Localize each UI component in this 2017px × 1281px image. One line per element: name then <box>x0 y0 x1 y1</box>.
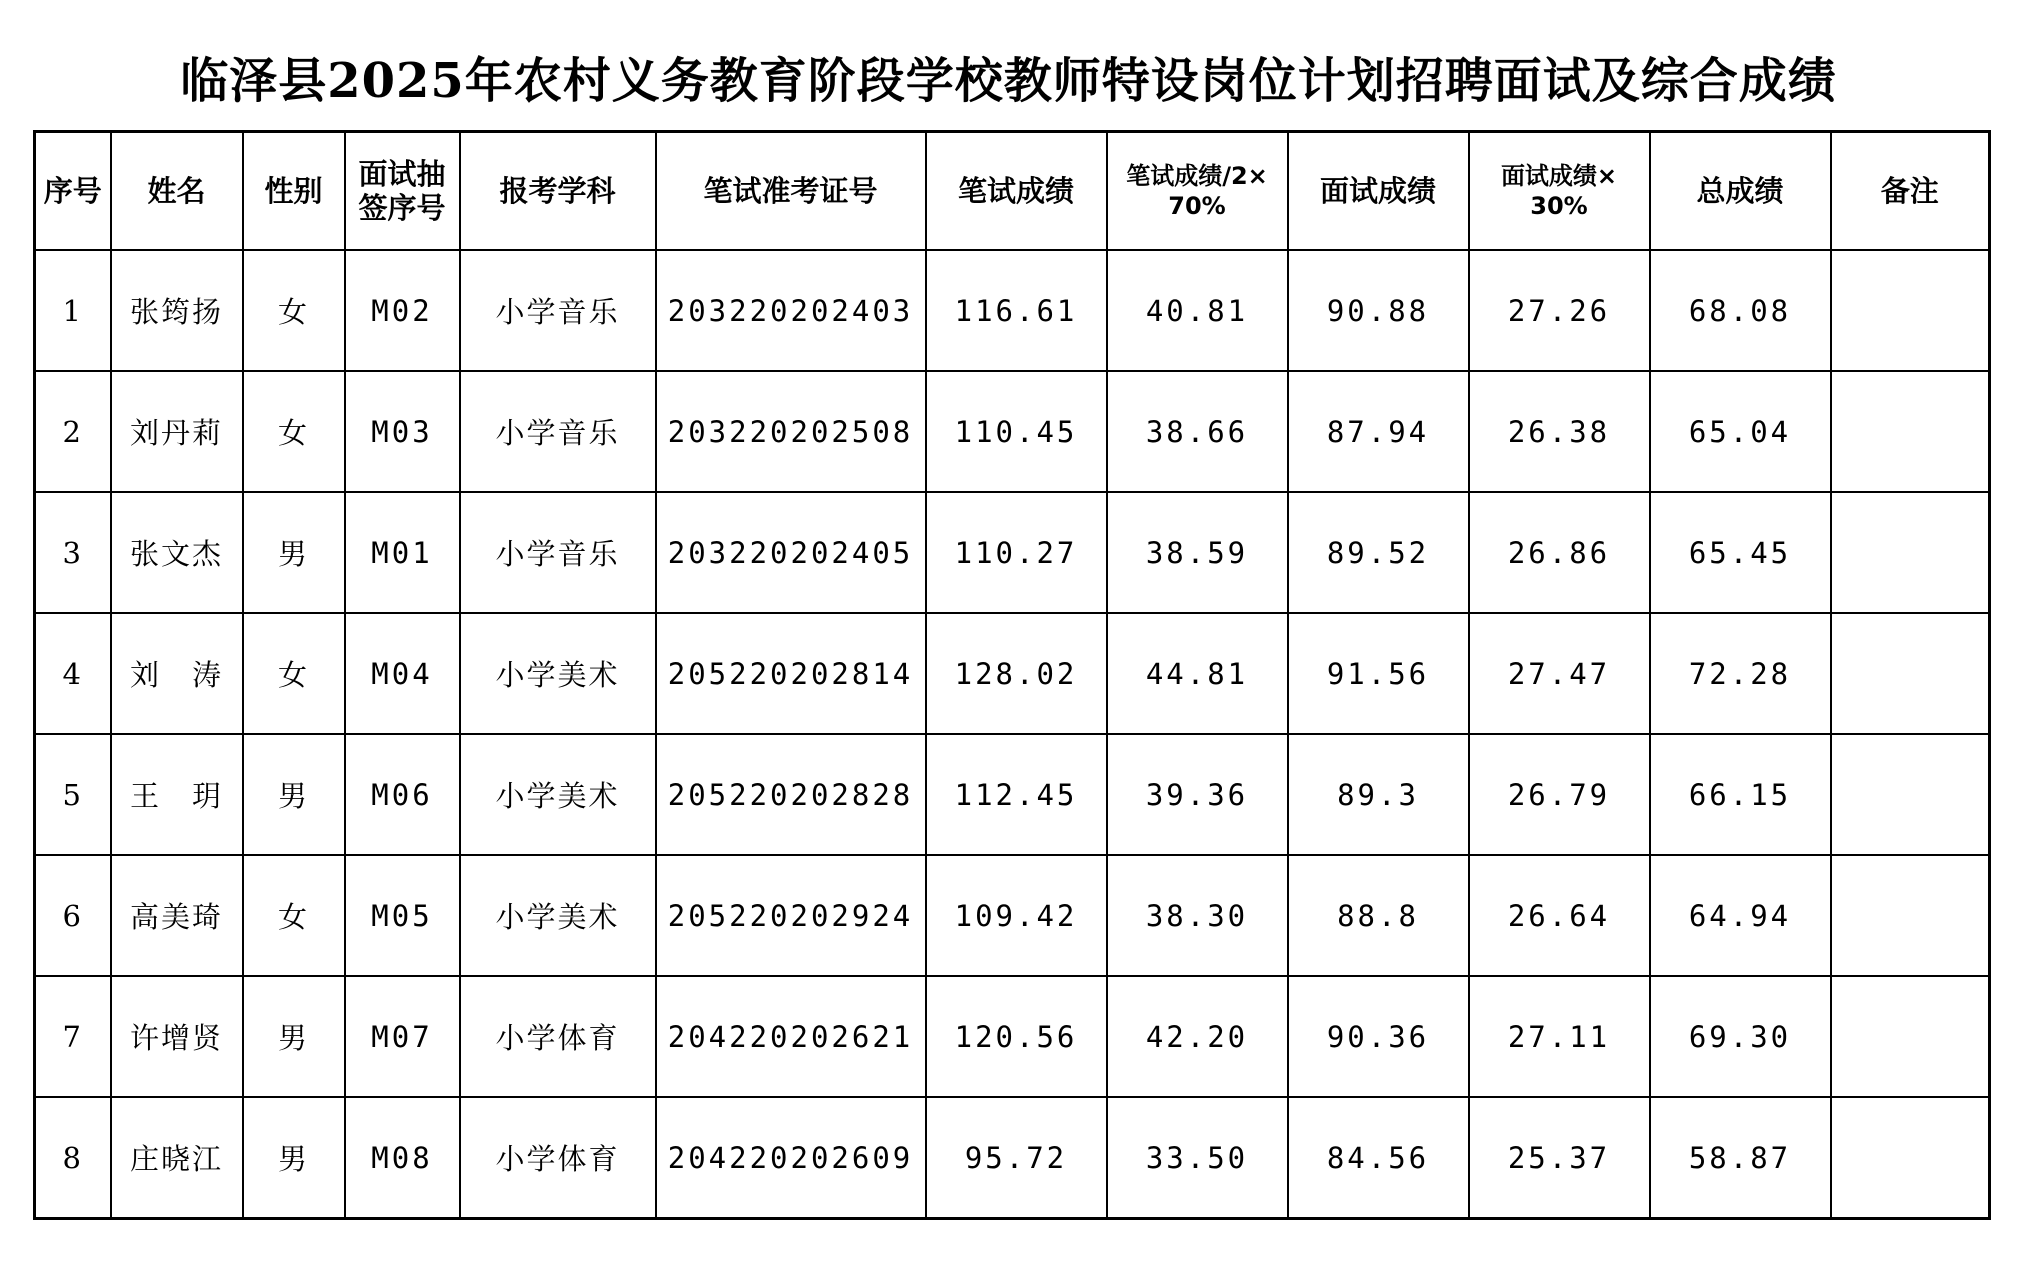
cell-interview-score: 87.94 <box>1288 371 1469 492</box>
table-row <box>35 976 1990 1097</box>
cell-interview-score: 91.56 <box>1288 613 1469 734</box>
cell-name: 张筠扬 <box>111 250 243 371</box>
cell-lot-number: M03 <box>345 371 460 492</box>
cell-total-score: 69.30 <box>1650 976 1831 1097</box>
cell-interview-score: 90.88 <box>1288 250 1469 371</box>
cell-interview-score: 89.52 <box>1288 492 1469 613</box>
cell-index: 2 <box>35 371 111 492</box>
cell-lot-number: M08 <box>345 1097 460 1219</box>
table-row <box>35 492 1990 613</box>
cell-name: 王 玥 <box>111 734 243 855</box>
cell-interview-weighted: 26.38 <box>1469 371 1650 492</box>
cell-remarks <box>1831 976 1990 1097</box>
cell-interview-weighted: 27.11 <box>1469 976 1650 1097</box>
cell-total-score: 66.15 <box>1650 734 1831 855</box>
scores-table <box>33 130 1991 1220</box>
cell-subject: 小学美术 <box>460 855 656 976</box>
header-row <box>35 132 1990 251</box>
cell-gender: 男 <box>243 734 345 855</box>
cell-total-score: 68.08 <box>1650 250 1831 371</box>
cell-interview-weighted: 26.79 <box>1469 734 1650 855</box>
cell-written-weighted: 44.81 <box>1107 613 1288 734</box>
cell-lot-number: M06 <box>345 734 460 855</box>
cell-name: 刘 涛 <box>111 613 243 734</box>
table-row <box>35 855 1990 976</box>
cell-written-weighted: 39.36 <box>1107 734 1288 855</box>
cell-written-score: 128.02 <box>926 613 1107 734</box>
cell-written-score: 120.56 <box>926 976 1107 1097</box>
cell-name: 张文杰 <box>111 492 243 613</box>
cell-interview-weighted: 27.47 <box>1469 613 1650 734</box>
cell-index: 1 <box>35 250 111 371</box>
cell-exam-ticket: 205220202814 <box>656 613 926 734</box>
header-gender: 性别 <box>243 132 345 251</box>
cell-gender: 男 <box>243 976 345 1097</box>
cell-subject: 小学音乐 <box>460 250 656 371</box>
cell-written-score: 116.61 <box>926 250 1107 371</box>
cell-lot-number: M04 <box>345 613 460 734</box>
cell-total-score: 64.94 <box>1650 855 1831 976</box>
cell-subject: 小学体育 <box>460 976 656 1097</box>
cell-written-weighted: 38.30 <box>1107 855 1288 976</box>
cell-remarks <box>1831 250 1990 371</box>
cell-lot-number: M01 <box>345 492 460 613</box>
cell-written-weighted: 38.66 <box>1107 371 1288 492</box>
table-row <box>35 371 1990 492</box>
table-row <box>35 613 1990 734</box>
header-index: 序号 <box>35 132 111 251</box>
cell-written-weighted: 42.20 <box>1107 976 1288 1097</box>
cell-written-score: 110.27 <box>926 492 1107 613</box>
cell-lot-number: M02 <box>345 250 460 371</box>
cell-exam-ticket: 204220202621 <box>656 976 926 1097</box>
cell-subject: 小学美术 <box>460 613 656 734</box>
cell-gender: 女 <box>243 371 345 492</box>
cell-index: 4 <box>35 613 111 734</box>
cell-exam-ticket: 203220202405 <box>656 492 926 613</box>
cell-written-weighted: 33.50 <box>1107 1097 1288 1219</box>
table-row <box>35 734 1990 855</box>
cell-remarks <box>1831 492 1990 613</box>
table-row <box>35 250 1990 371</box>
table-row <box>35 1097 1990 1219</box>
cell-gender: 男 <box>243 1097 345 1219</box>
cell-written-score: 109.42 <box>926 855 1107 976</box>
cell-interview-score: 88.8 <box>1288 855 1469 976</box>
cell-lot-number: M07 <box>345 976 460 1097</box>
cell-lot-number: M05 <box>345 855 460 976</box>
cell-subject: 小学美术 <box>460 734 656 855</box>
cell-interview-weighted: 27.26 <box>1469 250 1650 371</box>
cell-index: 7 <box>35 976 111 1097</box>
cell-remarks <box>1831 371 1990 492</box>
cell-index: 6 <box>35 855 111 976</box>
cell-interview-score: 90.36 <box>1288 976 1469 1097</box>
cell-exam-ticket: 205220202924 <box>656 855 926 976</box>
cell-index: 3 <box>35 492 111 613</box>
header-name: 姓名 <box>111 132 243 251</box>
cell-exam-ticket: 203220202403 <box>656 250 926 371</box>
cell-total-score: 65.04 <box>1650 371 1831 492</box>
cell-gender: 女 <box>243 250 345 371</box>
header-remarks: 备注 <box>1831 132 1990 251</box>
cell-remarks <box>1831 1097 1990 1219</box>
header-total-score: 总成绩 <box>1650 132 1831 251</box>
cell-interview-weighted: 26.86 <box>1469 492 1650 613</box>
cell-remarks <box>1831 855 1990 976</box>
header-interview-weighted: 面试成绩× 30% <box>1469 132 1650 251</box>
cell-written-score: 95.72 <box>926 1097 1107 1219</box>
cell-interview-score: 84.56 <box>1288 1097 1469 1219</box>
cell-remarks <box>1831 734 1990 855</box>
cell-interview-weighted: 26.64 <box>1469 855 1650 976</box>
cell-written-weighted: 40.81 <box>1107 250 1288 371</box>
cell-total-score: 65.45 <box>1650 492 1831 613</box>
cell-written-weighted: 38.59 <box>1107 492 1288 613</box>
cell-written-score: 110.45 <box>926 371 1107 492</box>
cell-exam-ticket: 205220202828 <box>656 734 926 855</box>
header-lot-number: 面试抽 签序号 <box>345 132 460 251</box>
cell-remarks <box>1831 613 1990 734</box>
cell-interview-score: 89.3 <box>1288 734 1469 855</box>
cell-index: 5 <box>35 734 111 855</box>
cell-subject: 小学体育 <box>460 1097 656 1219</box>
cell-name: 高美琦 <box>111 855 243 976</box>
cell-gender: 女 <box>243 855 345 976</box>
cell-name: 许增贤 <box>111 976 243 1097</box>
header-interview-score: 面试成绩 <box>1288 132 1469 251</box>
header-written-score: 笔试成绩 <box>926 132 1107 251</box>
cell-subject: 小学音乐 <box>460 371 656 492</box>
cell-written-score: 112.45 <box>926 734 1107 855</box>
cell-interview-weighted: 25.37 <box>1469 1097 1650 1219</box>
table-body <box>35 250 1990 1219</box>
header-subject: 报考学科 <box>460 132 656 251</box>
document-title: 临泽县2025年农村义务教育阶段学校教师特设岗位计划招聘面试及综合成绩 <box>180 53 1837 109</box>
cell-total-score: 72.28 <box>1650 613 1831 734</box>
cell-exam-ticket: 203220202508 <box>656 371 926 492</box>
cell-name: 庄晓江 <box>111 1097 243 1219</box>
cell-total-score: 58.87 <box>1650 1097 1831 1219</box>
header-written-weighted: 笔试成绩/2× 70% <box>1107 132 1288 251</box>
cell-name: 刘丹莉 <box>111 371 243 492</box>
cell-exam-ticket: 204220202609 <box>656 1097 926 1219</box>
header-exam-ticket: 笔试准考证号 <box>656 132 926 251</box>
cell-gender: 男 <box>243 492 345 613</box>
cell-gender: 女 <box>243 613 345 734</box>
cell-index: 8 <box>35 1097 111 1219</box>
cell-subject: 小学音乐 <box>460 492 656 613</box>
